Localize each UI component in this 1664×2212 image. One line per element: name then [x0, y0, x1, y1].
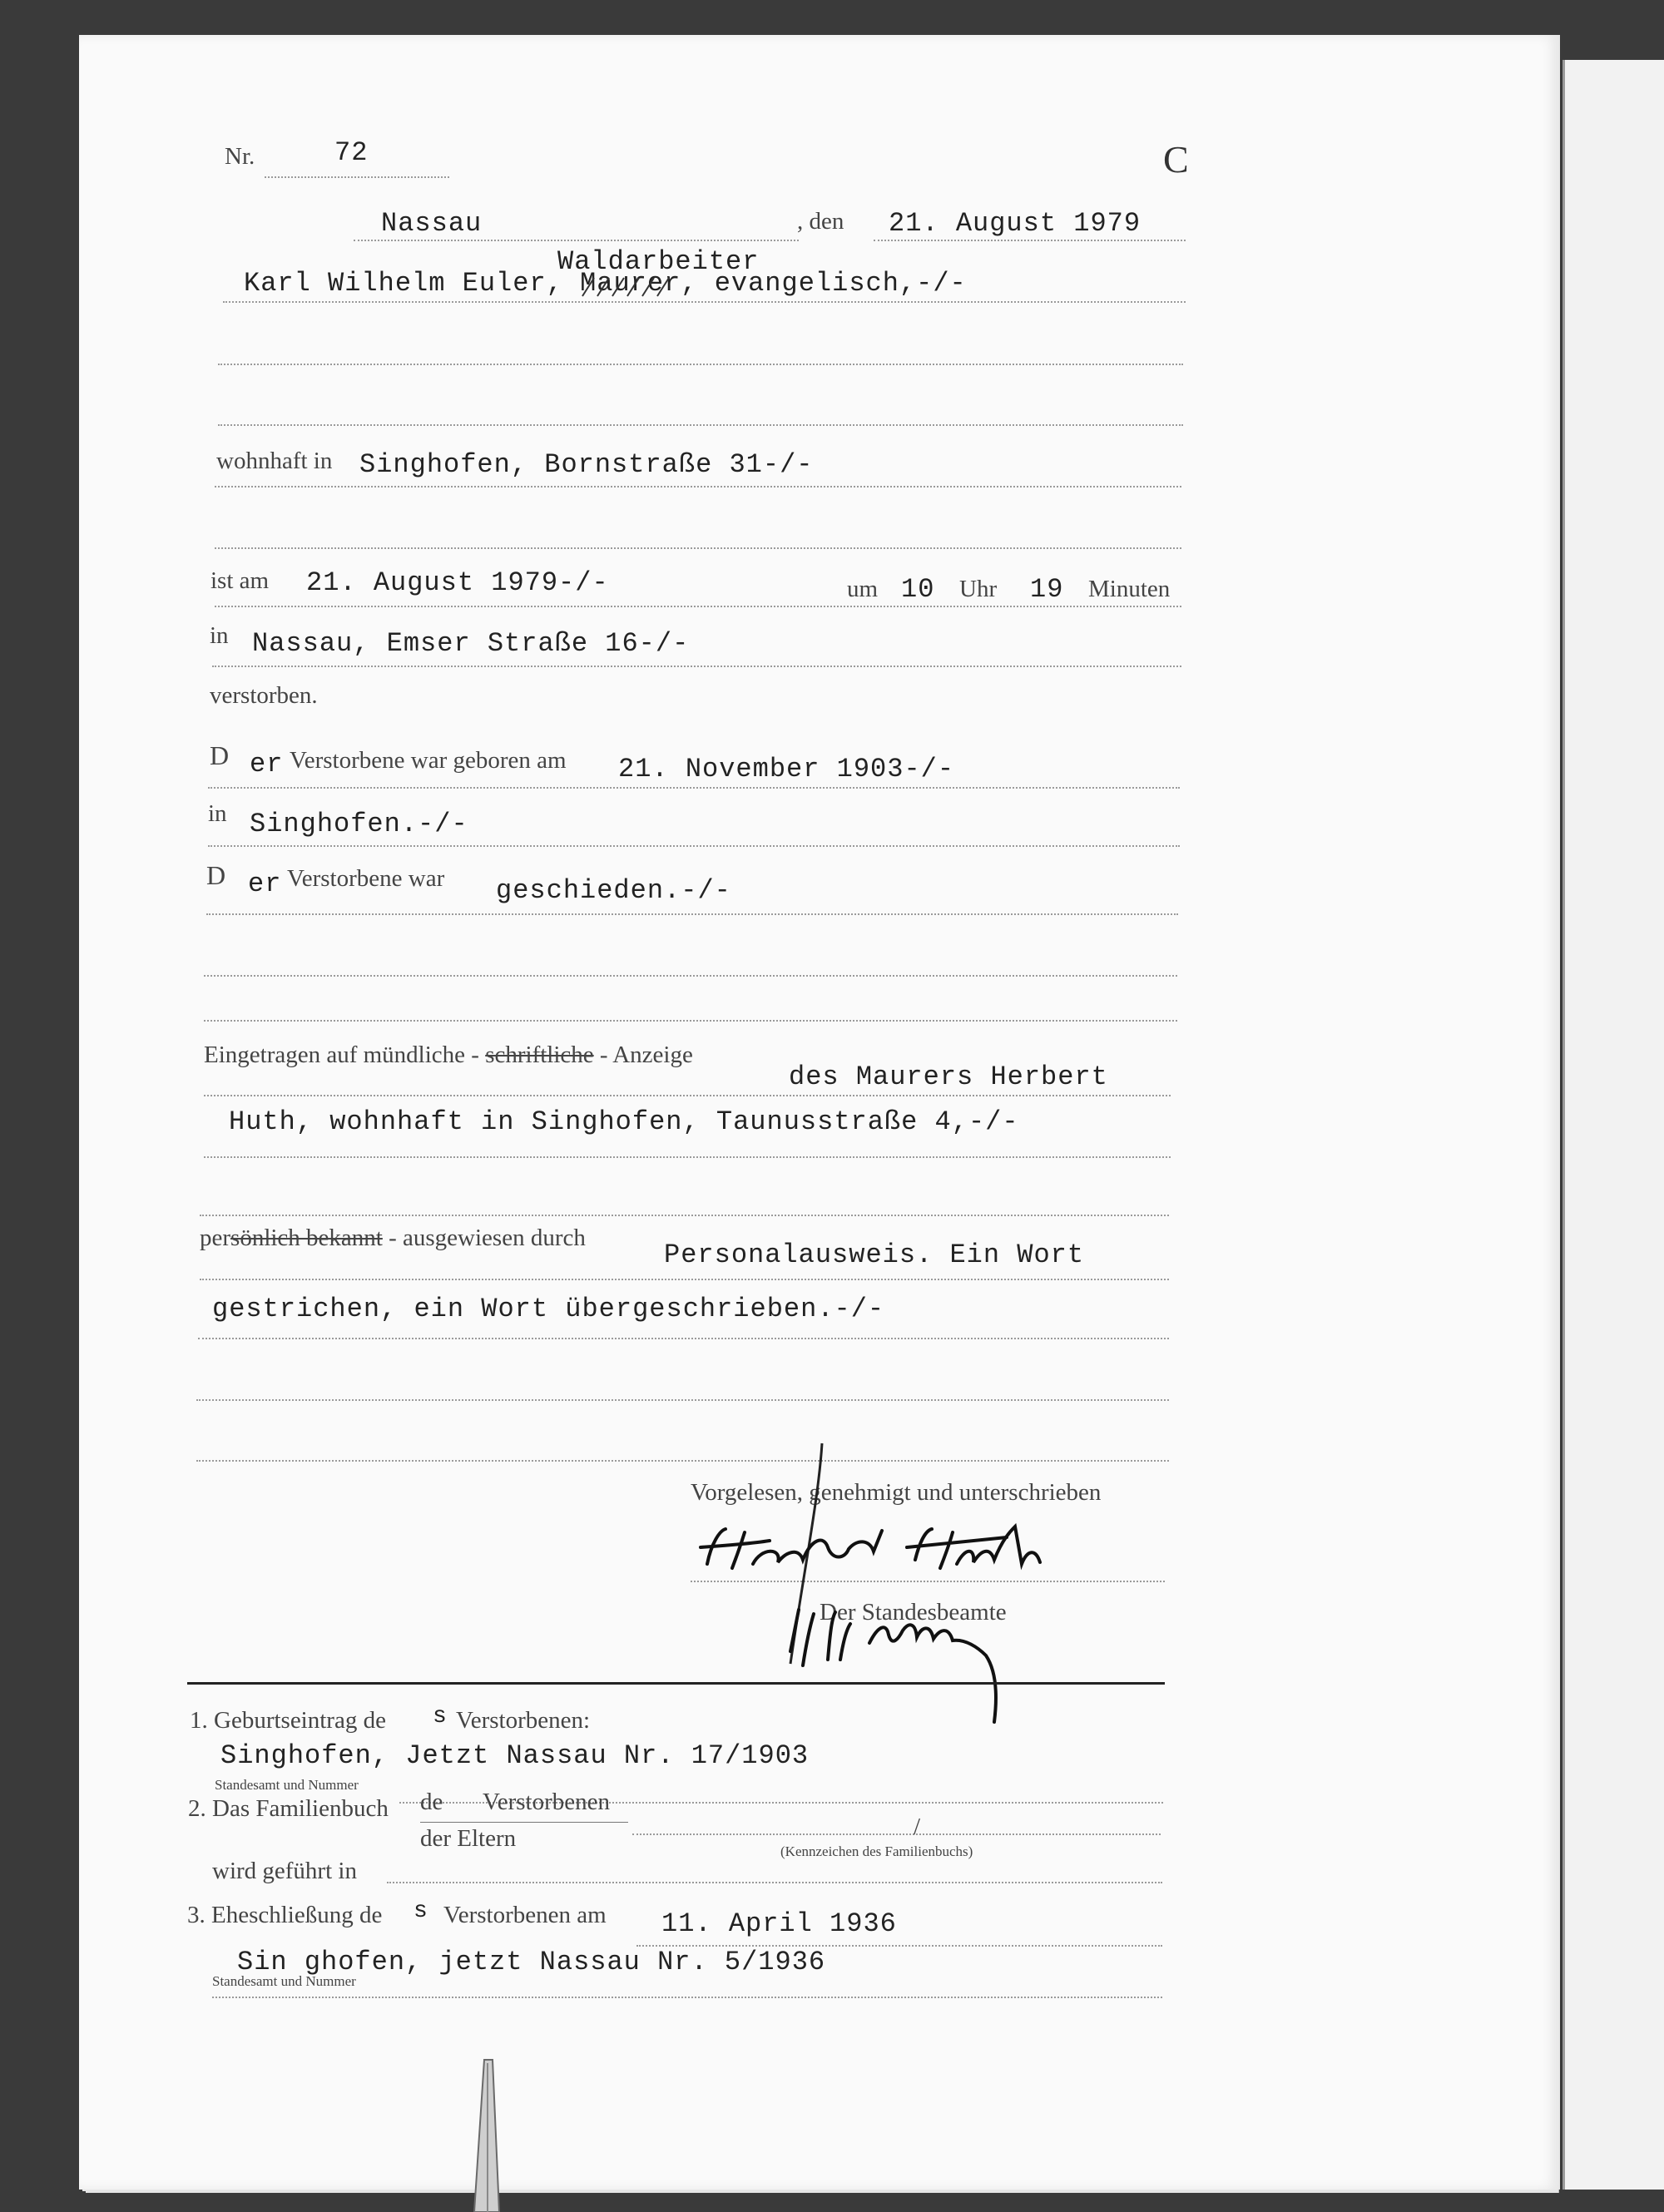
birth-date: 21. November 1903-/-	[618, 754, 955, 784]
item2-wird-label: wird geführt in	[212, 1858, 357, 1884]
nr-label: Nr.	[225, 143, 255, 170]
item1-label: 1. Geburtseintrag de	[190, 1707, 386, 1734]
item2-slash: /	[914, 1814, 921, 1840]
minuten-label: Minuten	[1088, 576, 1171, 602]
marital-status: geschieden.-/-	[496, 875, 731, 906]
entry-number: 72	[334, 137, 369, 168]
verstorben-label: verstorben.	[210, 682, 318, 709]
death-place: Nassau, Emser Straße 16-/-	[252, 628, 690, 659]
informant-line-1: des Maurers Herbert	[789, 1061, 1108, 1092]
report-label: Eingetragen auf mündliche - schriftliche - Anzeige	[204, 1042, 693, 1068]
uhr-label: Uhr	[959, 576, 998, 602]
deceased-religion: , evangelisch,-/-	[681, 268, 967, 299]
read-approved-label: Vorgelesen, genehmigt und unterschrieben	[691, 1479, 1102, 1506]
place-value: Nassau	[381, 208, 483, 239]
marriage-date: 11. April 1936	[661, 1908, 897, 1939]
death-minute: 19	[1030, 574, 1064, 605]
birth-place: Singhofen.-/-	[250, 809, 468, 839]
standesamt-label-2: Standesamt und Nummer	[212, 1973, 356, 1989]
item1-label-b: Verstorbenen:	[456, 1707, 591, 1734]
ist-am-label: ist am	[210, 567, 270, 594]
status-gender-suffix: er	[248, 868, 282, 899]
birth-gender-suffix: er	[250, 749, 284, 779]
death-in-label: in	[210, 622, 229, 649]
item2-verstorbenen: Verstorbenen	[483, 1789, 611, 1815]
item1-s: s	[433, 1704, 447, 1730]
item3-label-b: Verstorbenen am	[443, 1902, 607, 1928]
death-date: 21. August 1979-/-	[306, 567, 609, 598]
residence-value: Singhofen, Bornstraße 31-/-	[359, 449, 814, 480]
identification-label: persönlich bekannt - ausgewiesen durch	[200, 1225, 586, 1251]
den-label: , den	[797, 208, 844, 235]
birth-in-label: in	[208, 800, 227, 827]
residence-label: wohnhaft in	[216, 448, 333, 474]
registrar-label: Der Standesbeamte	[820, 1599, 1007, 1626]
register-letter: C	[1163, 138, 1189, 181]
item1-value: Singhofen, Jetzt Nassau Nr. 17/1903	[220, 1740, 810, 1771]
death-hour: 10	[901, 574, 935, 605]
item2-eltern: der Eltern	[420, 1825, 517, 1852]
struck-persoenlich-bekannt: sönlich bekannt	[230, 1225, 383, 1251]
birth-label: Verstorbene war geboren am	[290, 747, 567, 774]
struck-occupation: Maurer	[580, 268, 681, 299]
item3-s: s	[414, 1898, 428, 1924]
identification-line-2: gestrichen, ein Wort übergeschrieben.-/-	[212, 1294, 885, 1324]
item3-label: 3. Eheschließung de	[187, 1902, 383, 1928]
status-label: Verstorbene war	[287, 865, 445, 892]
informant-line-2: Huth, wohnhaft in Singhofen, Taunusstraße 4,-/-	[229, 1106, 1019, 1137]
item2-label: 2. Das Familienbuch	[188, 1795, 389, 1822]
struck-schriftliche: schriftliche	[485, 1042, 594, 1068]
occupation-insert: Waldarbeiter	[557, 246, 760, 277]
um-label: um	[847, 576, 879, 602]
kennzeichen-label: (Kennzeichen des Familienbuchs)	[780, 1843, 973, 1859]
standesamt-label-1: Standesamt und Nummer	[215, 1777, 359, 1793]
entry-date: 21. August 1979	[889, 208, 1142, 239]
deceased-name: Karl Wilhelm Euler,	[244, 268, 581, 299]
item2-de: de	[420, 1789, 443, 1815]
status-d-label: D	[206, 860, 226, 890]
birth-d-label: D	[210, 740, 230, 770]
marriage-register: Sin ghofen, jetzt Nassau Nr. 5/1936	[237, 1947, 826, 1977]
identification-line-1: Personalausweis. Ein Wort	[664, 1240, 1085, 1270]
